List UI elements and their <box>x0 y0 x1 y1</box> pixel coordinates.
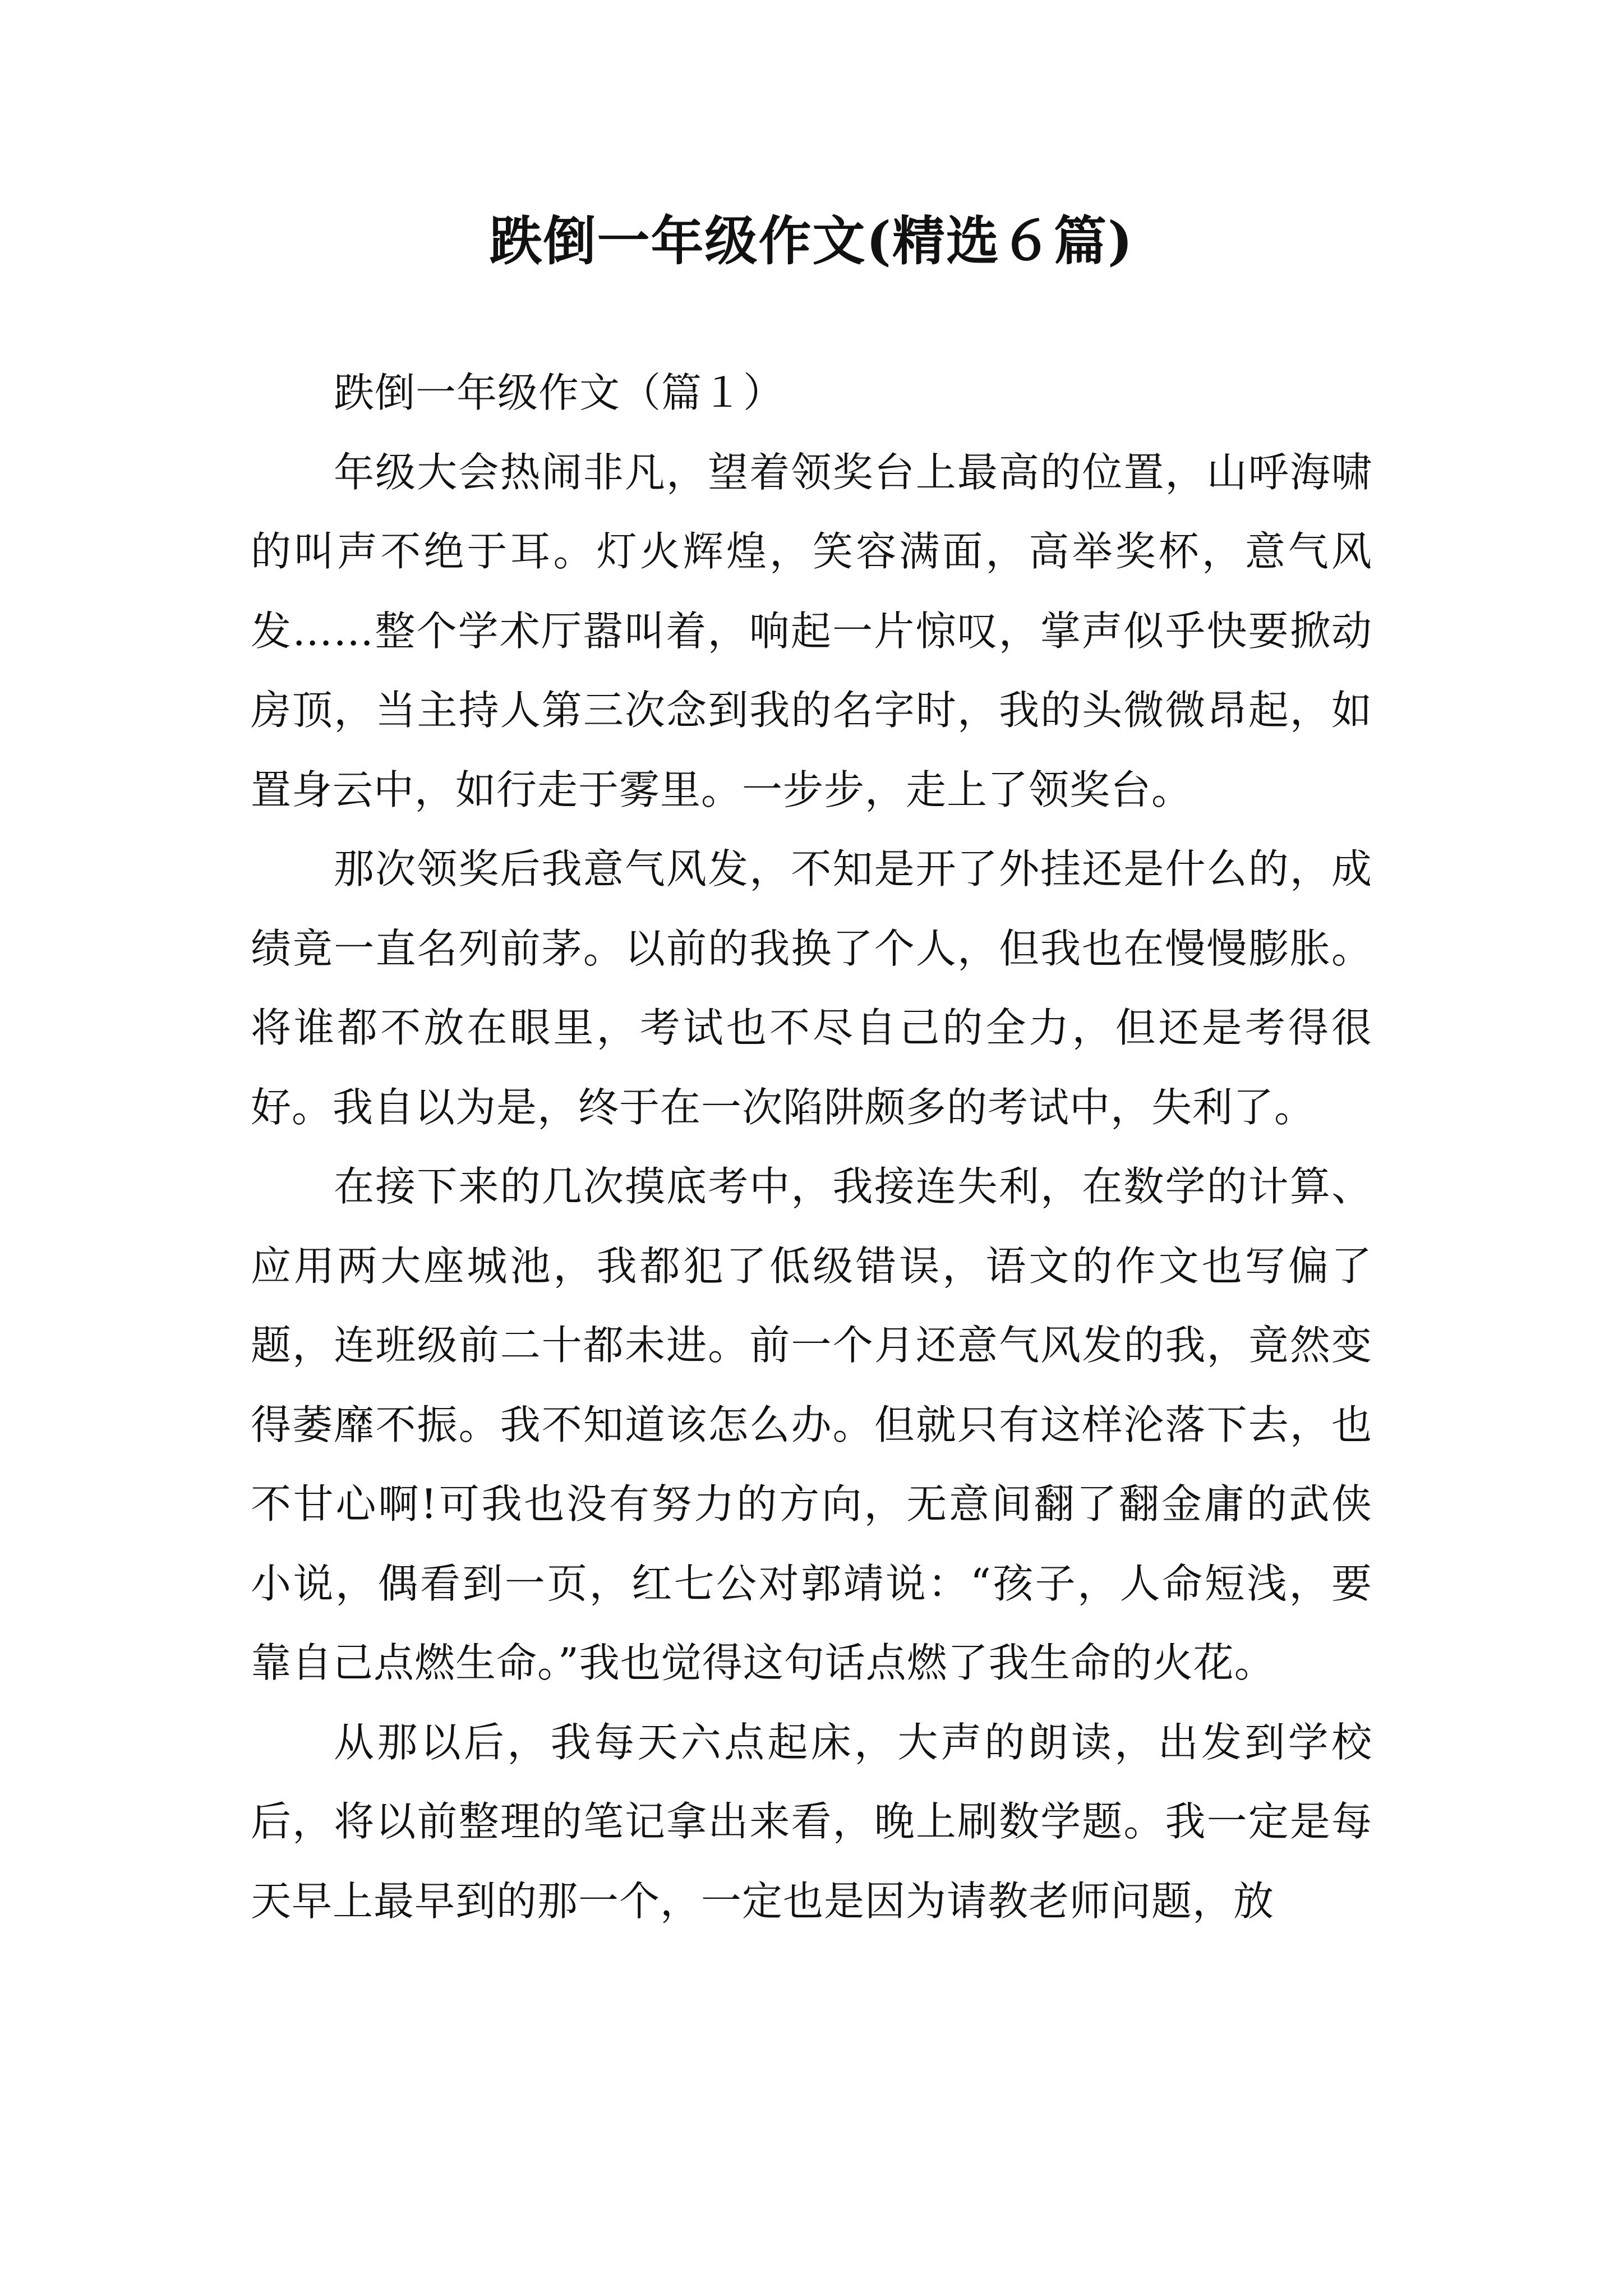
section-heading: 跌倒一年级作文（篇１） <box>334 369 785 416</box>
document-title: 跌倒一年级作文(精选６篇) <box>489 210 1134 272</box>
paragraph: 从那以后，我每天六点起床，大声的朗读，出发到学校后，将以前整理的笔记拿出来看，晚上刷数学题。我一定是每天早上最早到的那一个，一定也是因为请教老师问题，放 <box>251 1718 1372 1925</box>
document-body <box>251 353 1372 1941</box>
paragraph: 年级大会热闹非凡，望着领奖台上最高的位置，山呼海啸的叫声不绝于耳。灯火辉煌，笑容满面，高举奖杯，意气风发……整个学术厅嚣叫着，响起一片惊叹，掌声似乎快要掀动房顶，当主持人第三次念到我的名字时，我的头微微昂起，如置身云中，如行走于雾里。一步步，走上了领奖台。 <box>251 448 1372 813</box>
paragraph: 那次领奖后我意气风发，不知是开了外挂还是什么的，成绩竟一直名列前茅。以前的我换了个人，但我也在慢慢膨胀。将谁都不放在眼里，考试也不尽自己的全力，但还是考得很好。我自以为是，终于在一次陷阱颇多的考试中，失利了。 <box>251 845 1372 1131</box>
paragraph: 在接下来的几次摸底考中，我接连失利，在数学的计算、应用两大座城池，我都犯了低级错误，语文的作文也写偏了题，连班级前二十都未进。前一个月还意气风发的我，竟然变得萎靡不振。我不知道该怎么办。但就只有这样沦落下去，也不甘心啊!可我也没有努力的方向，无意间翻了翻金庸的武侠小说，偶看到一页，红七公对郭靖说：“孩子，人命短浅，要靠自己点燃生命。”我也觉得这句话点燃了我生命的火花。 <box>251 1163 1372 1686</box>
